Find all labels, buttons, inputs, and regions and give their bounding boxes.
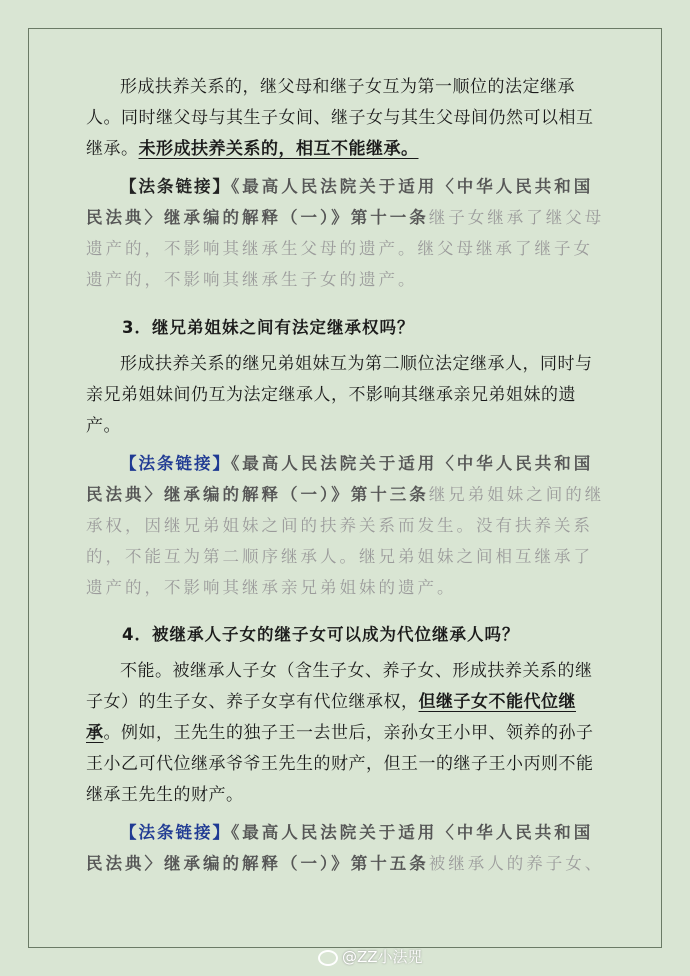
underlined-emphasis: 未形成扶养关系的，相互不能继承。 bbox=[138, 139, 419, 159]
law-source: 《最高人民法院关于适用〈中华人民共和国民法典〉继承编的解释（一）》第十一条 bbox=[86, 177, 594, 227]
law-text: 继兄弟姐妹之间的继承权，因继兄弟姐妹之间的扶养关系而发生。没有扶养关系的，不能互为第二顺序继承人。继兄弟姐妹之间相互继承了遗产的，不影响其继承亲兄弟姐妹的遗产。 bbox=[86, 484, 605, 597]
watermark-text: @ZZ小法兕 bbox=[342, 948, 423, 966]
law-source: 《最高人民法院关于适用〈中华人民共和国民法典〉继承编的解释（一）》第十五条 bbox=[86, 823, 594, 873]
question-3-heading: 3．继兄弟姐妹之间有法定继承权吗？ bbox=[122, 317, 415, 337]
weibo-watermark bbox=[318, 946, 423, 967]
law-text: 被继承人的养子女、 bbox=[428, 854, 605, 873]
answer-text: 不能。被继承人子女（含生子女、养子女、形成扶养关系的继子女）的生子女、养子女享有代位继承权， bbox=[86, 661, 593, 712]
paragraph-text: 形成扶养关系的，继父母和继子女互为第一顺位的法定继承人。同时继父母与其生子女间、继子女与其生父母间仍然可以相互继承。 bbox=[86, 77, 594, 159]
law-link-2 bbox=[86, 448, 606, 603]
law-link-1 bbox=[86, 171, 606, 295]
underlined-emphasis: 但继子女不能代位继承 bbox=[86, 692, 576, 743]
law-text: 继子女继承了继父母遗产的，不影响其继承生父母的遗产。继父母继承了继子女遗产的，不影响其继承生子女的遗产。 bbox=[86, 208, 605, 289]
paragraph-step-relations bbox=[86, 72, 606, 165]
law-link-tag: 【法条链接】 bbox=[120, 453, 231, 473]
document-body bbox=[86, 72, 606, 896]
law-source: 《最高人民法院关于适用〈中华人民共和国民法典〉继承编的解释（一）》第十三条 bbox=[86, 453, 594, 504]
law-link-tag: 【法条链接】 bbox=[120, 177, 231, 196]
answer-4 bbox=[86, 656, 606, 811]
question-4-heading: 4．被继承人子女的继子女可以成为代位继承人吗？ bbox=[122, 625, 520, 644]
answer-3: 形成扶养关系的继兄弟姐妹互为第二顺位法定继承人，同时与亲兄弟姐妹间仍互为法定继承人，不影响其继承亲兄弟姐妹的遗产。 bbox=[86, 353, 593, 436]
law-link-tag: 【法条链接】 bbox=[120, 823, 231, 842]
answer-text: 。例如，王先生的独子王一去世后，亲孙女王小甲、领养的孙子王小乙可代位继承爷爷王先生的财产，但王一的继子王小丙则不能继承王先生的财产。 bbox=[86, 723, 594, 805]
law-link-3 bbox=[86, 817, 606, 879]
weibo-icon bbox=[318, 950, 338, 966]
